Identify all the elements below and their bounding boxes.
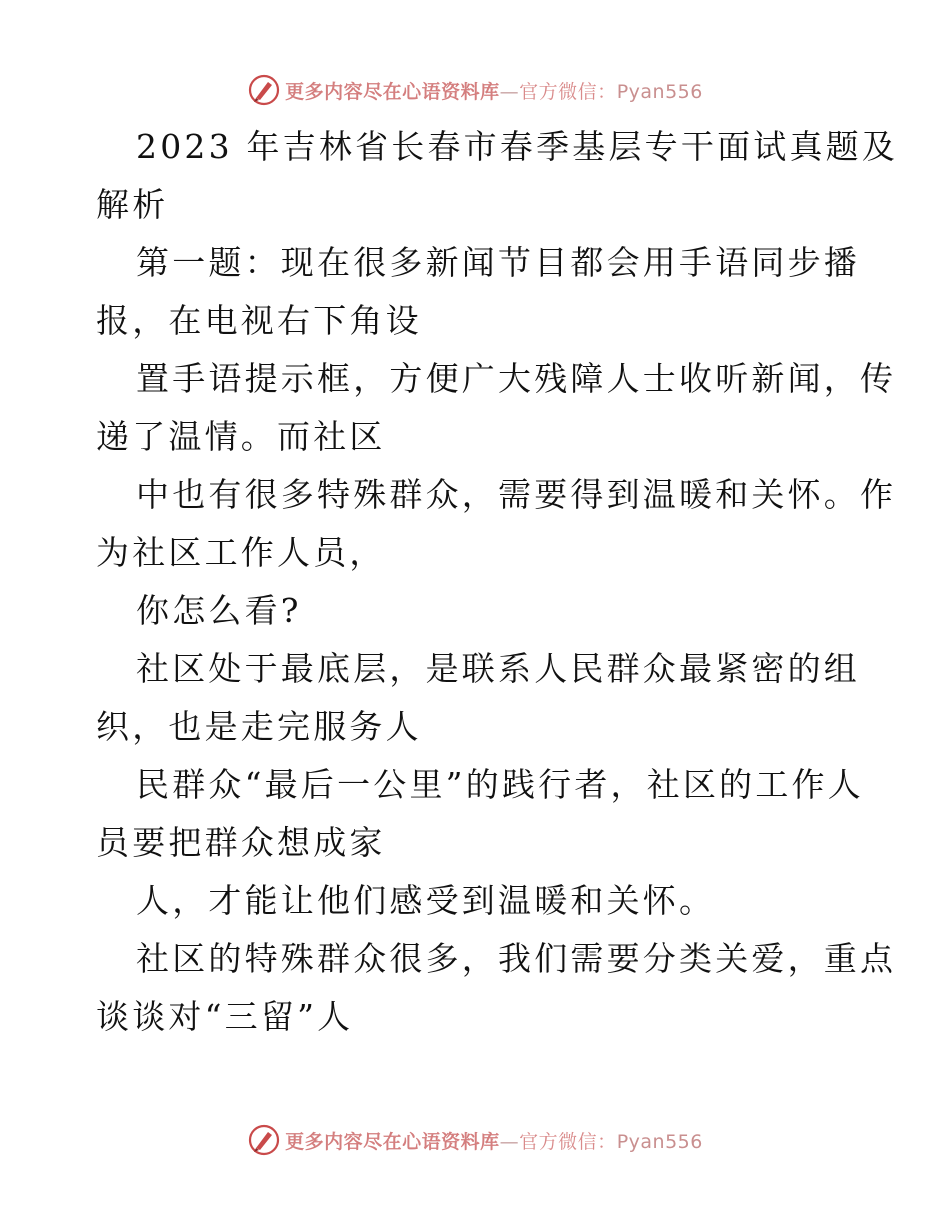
- text-line: 社区的特殊群众很多，我们需要分类关爱，重点: [136, 939, 897, 978]
- text-line: 织，也是走完服务人: [96, 707, 422, 746]
- text-line: 人，才能让他们感受到温暖和关怀。: [136, 881, 716, 920]
- footer-watermark: [0, 1120, 950, 1160]
- text-line: 为社区工作人员，: [96, 533, 386, 572]
- pen-logo-icon: [247, 73, 281, 107]
- watermark-official: 官方微信：: [519, 1130, 617, 1153]
- watermark-id: Pyan556: [616, 1130, 703, 1153]
- text-line: 第一题：现在很多新闻节目都会用手语同步播: [136, 243, 860, 282]
- watermark-separator: —: [499, 1130, 520, 1153]
- text-line: 谈谈对“三留”人: [96, 997, 354, 1036]
- watermark-main: 更多内容尽在心语资料库: [285, 80, 500, 103]
- watermark-text: [285, 77, 703, 104]
- watermark-separator: —: [499, 80, 520, 103]
- text-line: 解析: [96, 185, 169, 224]
- text-line: 你怎么看?: [136, 591, 302, 630]
- text-line: 中也有很多特殊群众，需要得到温暖和关怀。作: [136, 475, 897, 514]
- text-line: 报，在电视右下角设: [96, 301, 422, 340]
- text-line: 社区处于最底层，是联系人民群众最紧密的组: [136, 649, 860, 688]
- watermark-official: 官方微信：: [519, 80, 617, 103]
- watermark-id: Pyan556: [616, 80, 703, 103]
- document-body: [96, 118, 899, 1046]
- watermark-main: 更多内容尽在心语资料库: [285, 1130, 500, 1153]
- text-line: 员要把群众想成家: [96, 823, 386, 862]
- text-line: 2023 年吉林省长春市春季基层专干面试真题及: [136, 127, 899, 166]
- text-line: 民群众“最后一公里”的践行者，社区的工作人: [136, 765, 864, 804]
- header-watermark: [0, 70, 950, 110]
- text-line: 置手语提示框，方便广大残障人士收听新闻，传: [136, 359, 897, 398]
- watermark-text: [285, 1127, 703, 1154]
- text-line: 递了温情。而社区: [96, 417, 386, 456]
- pen-logo-icon: [247, 1123, 281, 1157]
